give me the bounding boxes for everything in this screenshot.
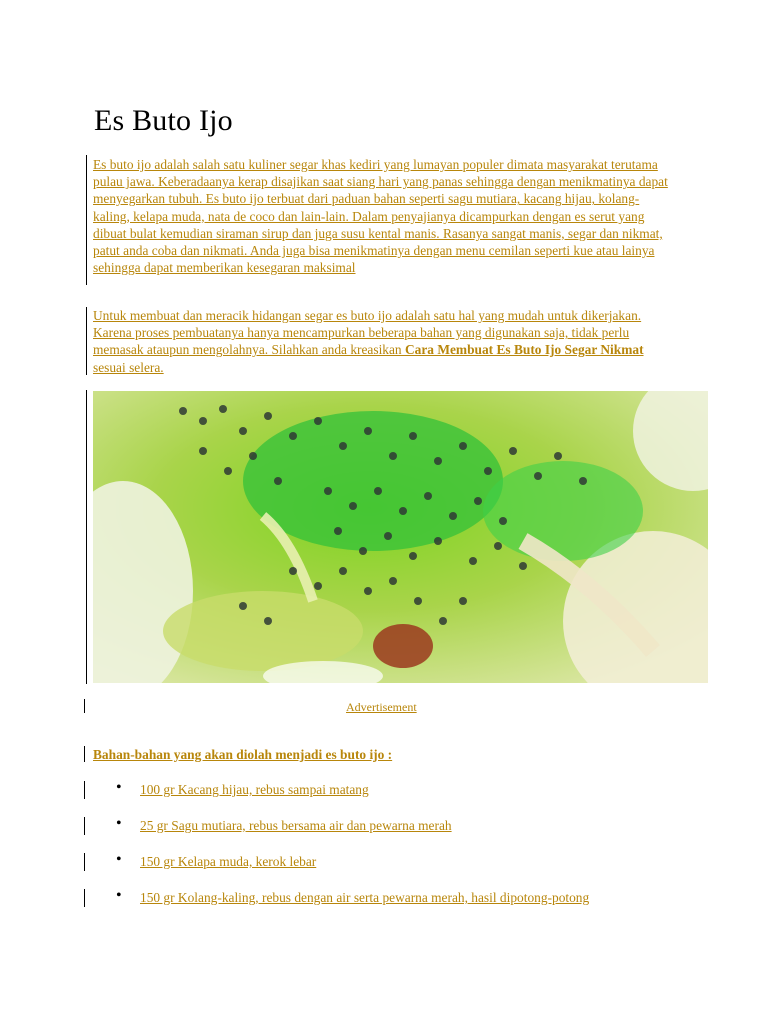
change-bar [84,889,85,907]
method-link-text[interactable]: Untuk membuat dan meracik hidangan segar es buto ijo adalah satu hal yang mudah untuk dikerjakan. Karena proses pembuatanya hanya mencampurkan beberapa bahan yang digunakan saja, tidak perlu memasak ataupun mengolahnya. Silahkan anda kreasikan [93,308,642,358]
ingredient-link[interactable]: 25 gr Sagu mutiara, rebus bersama air dan pewarna merah [140,818,452,833]
ingredient-link[interactable]: 100 gr Kacang hijau, rebus sampai matang [140,782,369,797]
intro-link[interactable]: Es buto ijo adalah salah satu kuliner segar khas kediri yang lumayan populer dimata masyarakat terutama pulau jawa. Keberadaanya kerap disajikan saat siang hari yang panas sehingga dengan menikmatinya dapat menyegarkan tubuh. Es buto ijo terbuat dari paduan bahan seperti sagu mutiara, kacang hijau, kolang-kaling, kelapa muda, nata de coco dan lain-lain. Dalam penyajianya dicampurkan dengan es serut yang dibuat bulat kemudian siraman sirup dan juga susu kental manis. Rasanya sangat manis, segar dan nikmat, patut anda coba dan nikmati. Anda juga bisa menikmatinya dengan menu cemilan seperti kue atau lainya sehingga dapat memberikan kesegaran maksimal [93,157,668,276]
change-bar [86,307,87,375]
bullet-icon: • [116,887,122,904]
recipe-title-link[interactable]: Cara Membuat Es Buto Ijo Segar Nikmat [404,342,644,358]
advertisement-link[interactable]: Advertisement [346,700,417,714]
bullet-icon: • [116,779,122,796]
change-bar [86,390,87,684]
ingredients-heading[interactable]: Bahan-bahan yang akan diolah menjadi es buto ijo : [93,747,393,762]
method-link-end[interactable]: sesuai selera. [93,359,164,375]
intro-paragraph[interactable] [93,156,673,276]
page-title: Es Buto Ijo [94,104,233,137]
ingredient-link[interactable]: 150 gr Kolang-kaling, rebus dengan air serta pewarna merah, hasil dipotong-potong [140,890,590,905]
bullet-icon: • [116,851,122,868]
change-bar [86,155,87,285]
change-bar [84,853,85,871]
bullet-icon: • [116,815,122,832]
change-bar [84,746,85,762]
change-bar [84,781,85,799]
method-paragraph[interactable] [93,307,673,376]
change-bar [84,817,85,835]
es-buto-ijo-photo [93,391,708,683]
dessert-image [93,391,708,683]
ingredient-link[interactable]: 150 gr Kelapa muda, kerok lebar [140,854,317,869]
change-bar [84,699,85,713]
